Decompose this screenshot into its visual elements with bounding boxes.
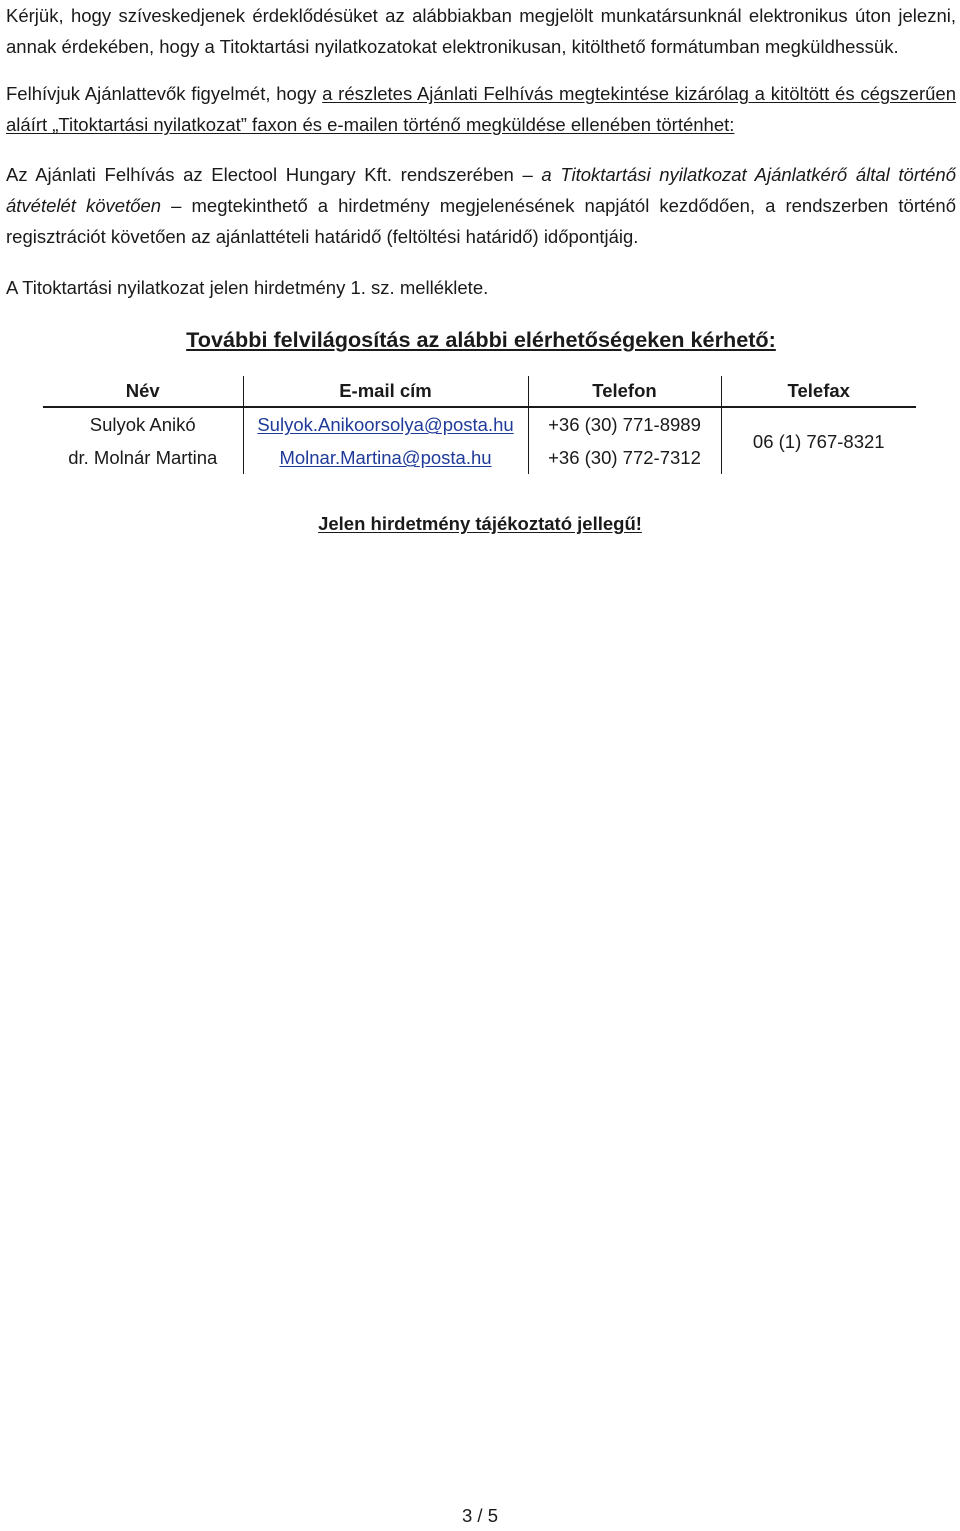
electool-italic-text: a Titoktartási nyilatkozat Ajánlatkérő által történő átvételét követően: [6, 164, 956, 216]
contact-phone: +36 (30) 771-8989: [528, 407, 721, 441]
paragraph-annex: A Titoktartási nyilatkozat jelen hirdetmény 1. sz. melléklete.: [6, 277, 489, 298]
table-row: [43, 407, 916, 441]
contact-fax: 06 (1) 767-8321: [721, 407, 916, 474]
contacts-heading: [6, 324, 956, 355]
contacts-heading-text: További felvilágosítás az alábbi elérhetőségeken kérhető:: [186, 327, 776, 352]
contact-email-link[interactable]: Molnar.Martina@posta.hu: [279, 447, 492, 468]
paragraph-request: Kérjük, hogy szíveskedjenek érdeklődésüket az alábbiakban megjelölt munkatársunknál elektronikus úton jelezni, annak érdekében, hogy a Titoktartási nyilatkozatokat elektronikusan, kitölthető formátumban megküldhessük.: [6, 5, 956, 57]
paragraph-electool: [6, 159, 956, 252]
notice-lead-text: Felhívjuk Ajánlattevők figyelmét, hogy: [6, 83, 323, 104]
contact-email-link[interactable]: Sulyok.Anikoorsolya@posta.hu: [257, 414, 514, 435]
paragraph-notice: [6, 78, 956, 140]
contact-phone: +36 (30) 772-7312: [528, 441, 721, 474]
table-header-row: [43, 376, 916, 407]
column-header-name: Név: [43, 376, 243, 407]
electool-lead-text: Az Ajánlati Felhívás az Electool Hungary Kft. rendszerében –: [6, 164, 542, 185]
contact-name: Sulyok Anikó: [89, 414, 196, 435]
footer-note: [0, 508, 960, 539]
contact-name: dr. Molnár Martina: [68, 447, 218, 468]
page-number: 3 / 5: [462, 1505, 498, 1526]
electool-tail-text: – megtekinthető a hirdetmény megjelenésének napjától kezdődően, a rendszerben történő regisztrációt követően az ajánlattételi határidő (feltöltési határidő) időpontjáig.: [6, 195, 956, 247]
contact-email-cell: [243, 407, 528, 441]
notice-underlined-text: a részletes Ajánlati Felhívás megtekintése kizárólag a kitöltött és cégszerűen aláírt „Titoktartási nyilatkozat” faxon és e-mailen történő megküldése ellenében történhet:: [6, 83, 957, 135]
contacts-table: [43, 376, 916, 474]
column-header-fax: Telefax: [721, 376, 916, 407]
footer-note-text: Jelen hirdetmény tájékoztató jellegű!: [318, 513, 642, 534]
column-header-phone: Telefon: [528, 376, 721, 407]
contact-email-cell: [243, 441, 528, 474]
column-header-email: E-mail cím: [243, 376, 528, 407]
